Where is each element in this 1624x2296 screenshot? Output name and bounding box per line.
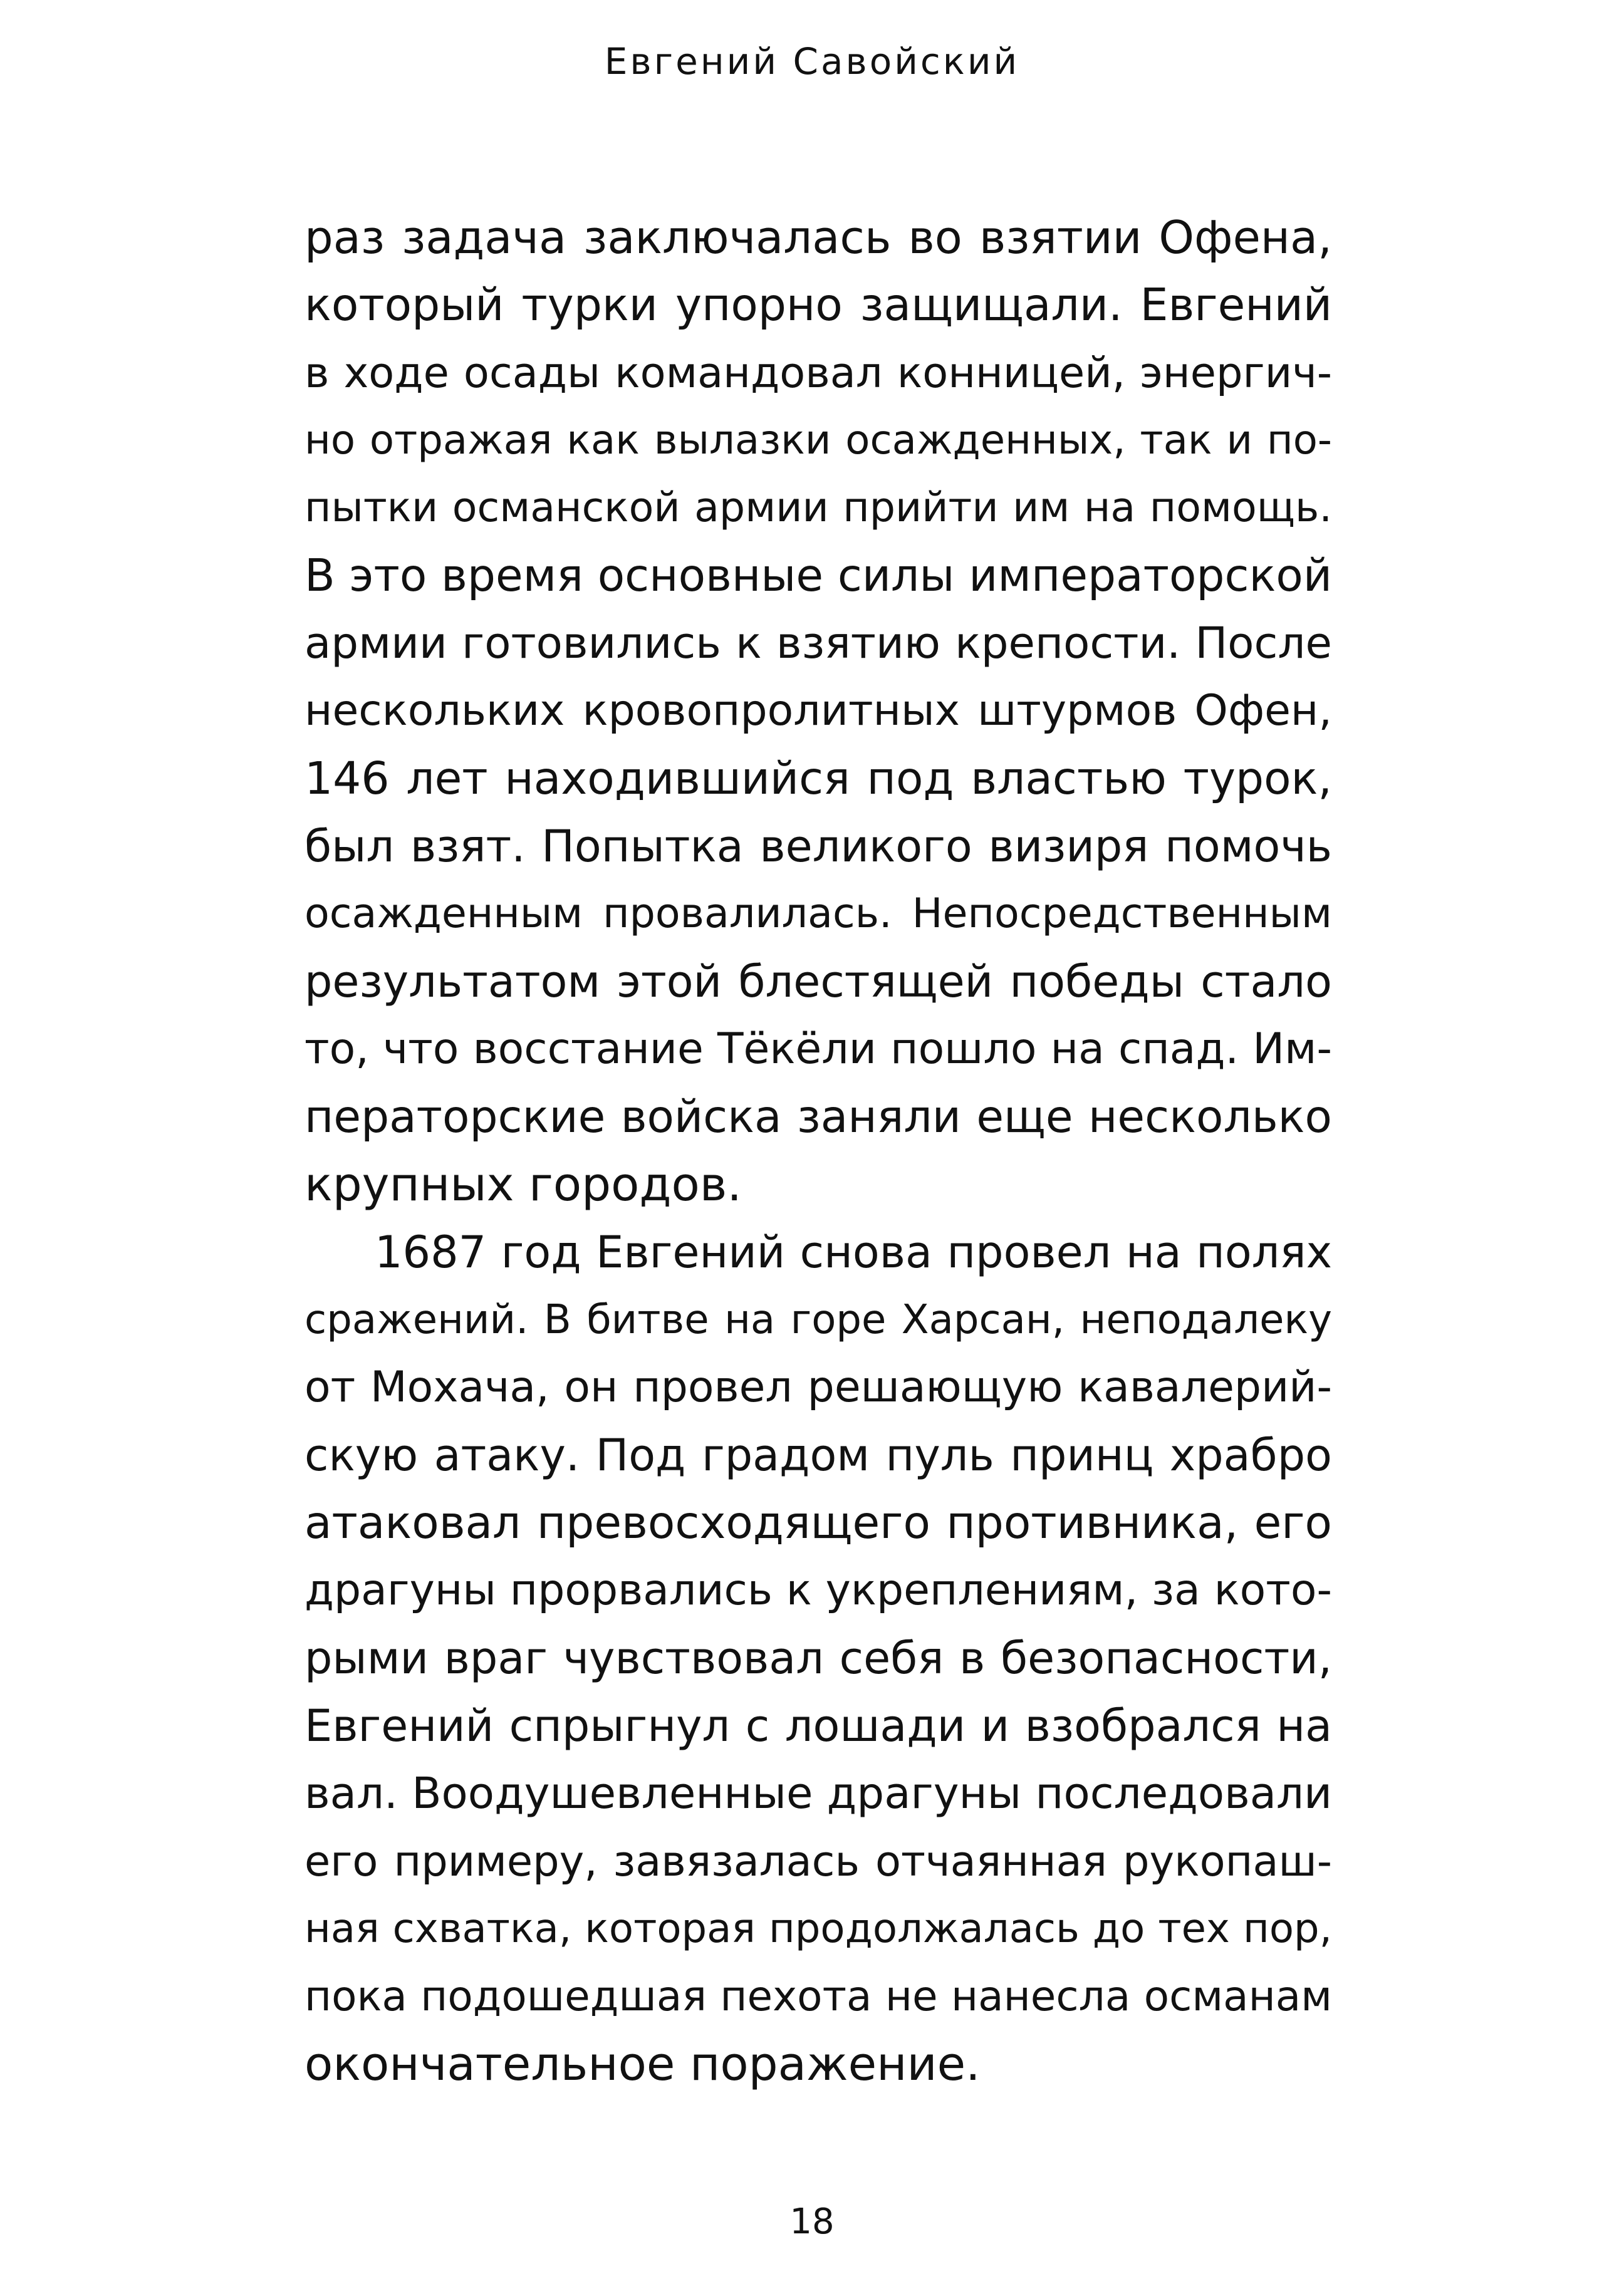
paragraph	[304, 1218, 1332, 2098]
text-line: от Мохача, он провел решающую кавалерий-	[304, 1363, 1332, 1412]
text-line: армии готовились к взятию крепости. После	[304, 618, 1332, 668]
text-line: пытки османской армии прийти им на помощь.	[304, 484, 1332, 531]
text-line: результатом этой блестящей победы стало	[304, 956, 1332, 1007]
text-line: вал. Воодушевленные драгуны последовали	[304, 1769, 1332, 1819]
text-line: скую атаку. Под градом пуль принц храбро	[304, 1430, 1332, 1481]
text-line: окончательное поражение.	[304, 2037, 981, 2091]
text-line: атаковал превосходящего противника, его	[304, 1497, 1332, 1549]
text-line: раз задача заключалась во взятии Офена,	[304, 211, 1332, 264]
text-line: в ходе осады командовал конницей, энергич-	[304, 348, 1332, 397]
text-line: крупных городов.	[304, 1158, 742, 1212]
text-line: но отражая как вылазки осажденных, так и по-	[304, 417, 1332, 464]
text-line: нескольких кровопролитных штурмов Офен,	[304, 686, 1332, 735]
running-head: Евгений Савойский	[604, 40, 1020, 83]
paragraph	[304, 204, 1332, 1218]
text-line: 146 лет находившийся под властью турок,	[304, 752, 1332, 804]
text-line: пока подошедшая пехота не нанесла османам	[304, 1972, 1332, 2020]
text-line: ператорские войска заняли еще несколько	[304, 1091, 1332, 1143]
text-line: был взят. Попытка великого визиря помочь	[304, 821, 1332, 872]
text-line: который турки упорно защищали. Евгений	[304, 279, 1332, 331]
text-line: то, что восстание Тёкёли пошло на спад. Им-	[304, 1024, 1332, 1074]
body-text	[304, 204, 1332, 2098]
text-line: драгуны прорвались к укреплениям, за кото-	[304, 1566, 1332, 1615]
text-line: 1687 год Евгений снова провел на полях	[375, 1227, 1332, 1278]
text-line: рыми враг чувствовал себя в безопасности,	[304, 1633, 1332, 1684]
text-line: сражений. В битве на горе Харсан, неподалеку	[304, 1297, 1332, 1343]
text-line: ная схватка, которая продолжалась до тех пор,	[304, 1906, 1332, 1952]
text-line: осажденным провалилась. Непосредственным	[304, 890, 1332, 937]
page-number: 18	[789, 2201, 835, 2242]
text-line: В это время основные силы императорской	[304, 549, 1332, 601]
text-line: его примеру, завязалась отчаянная рукопаш-	[304, 1837, 1332, 1886]
text-line: Евгений спрыгнул с лошади и взобрался на	[304, 1700, 1332, 1752]
